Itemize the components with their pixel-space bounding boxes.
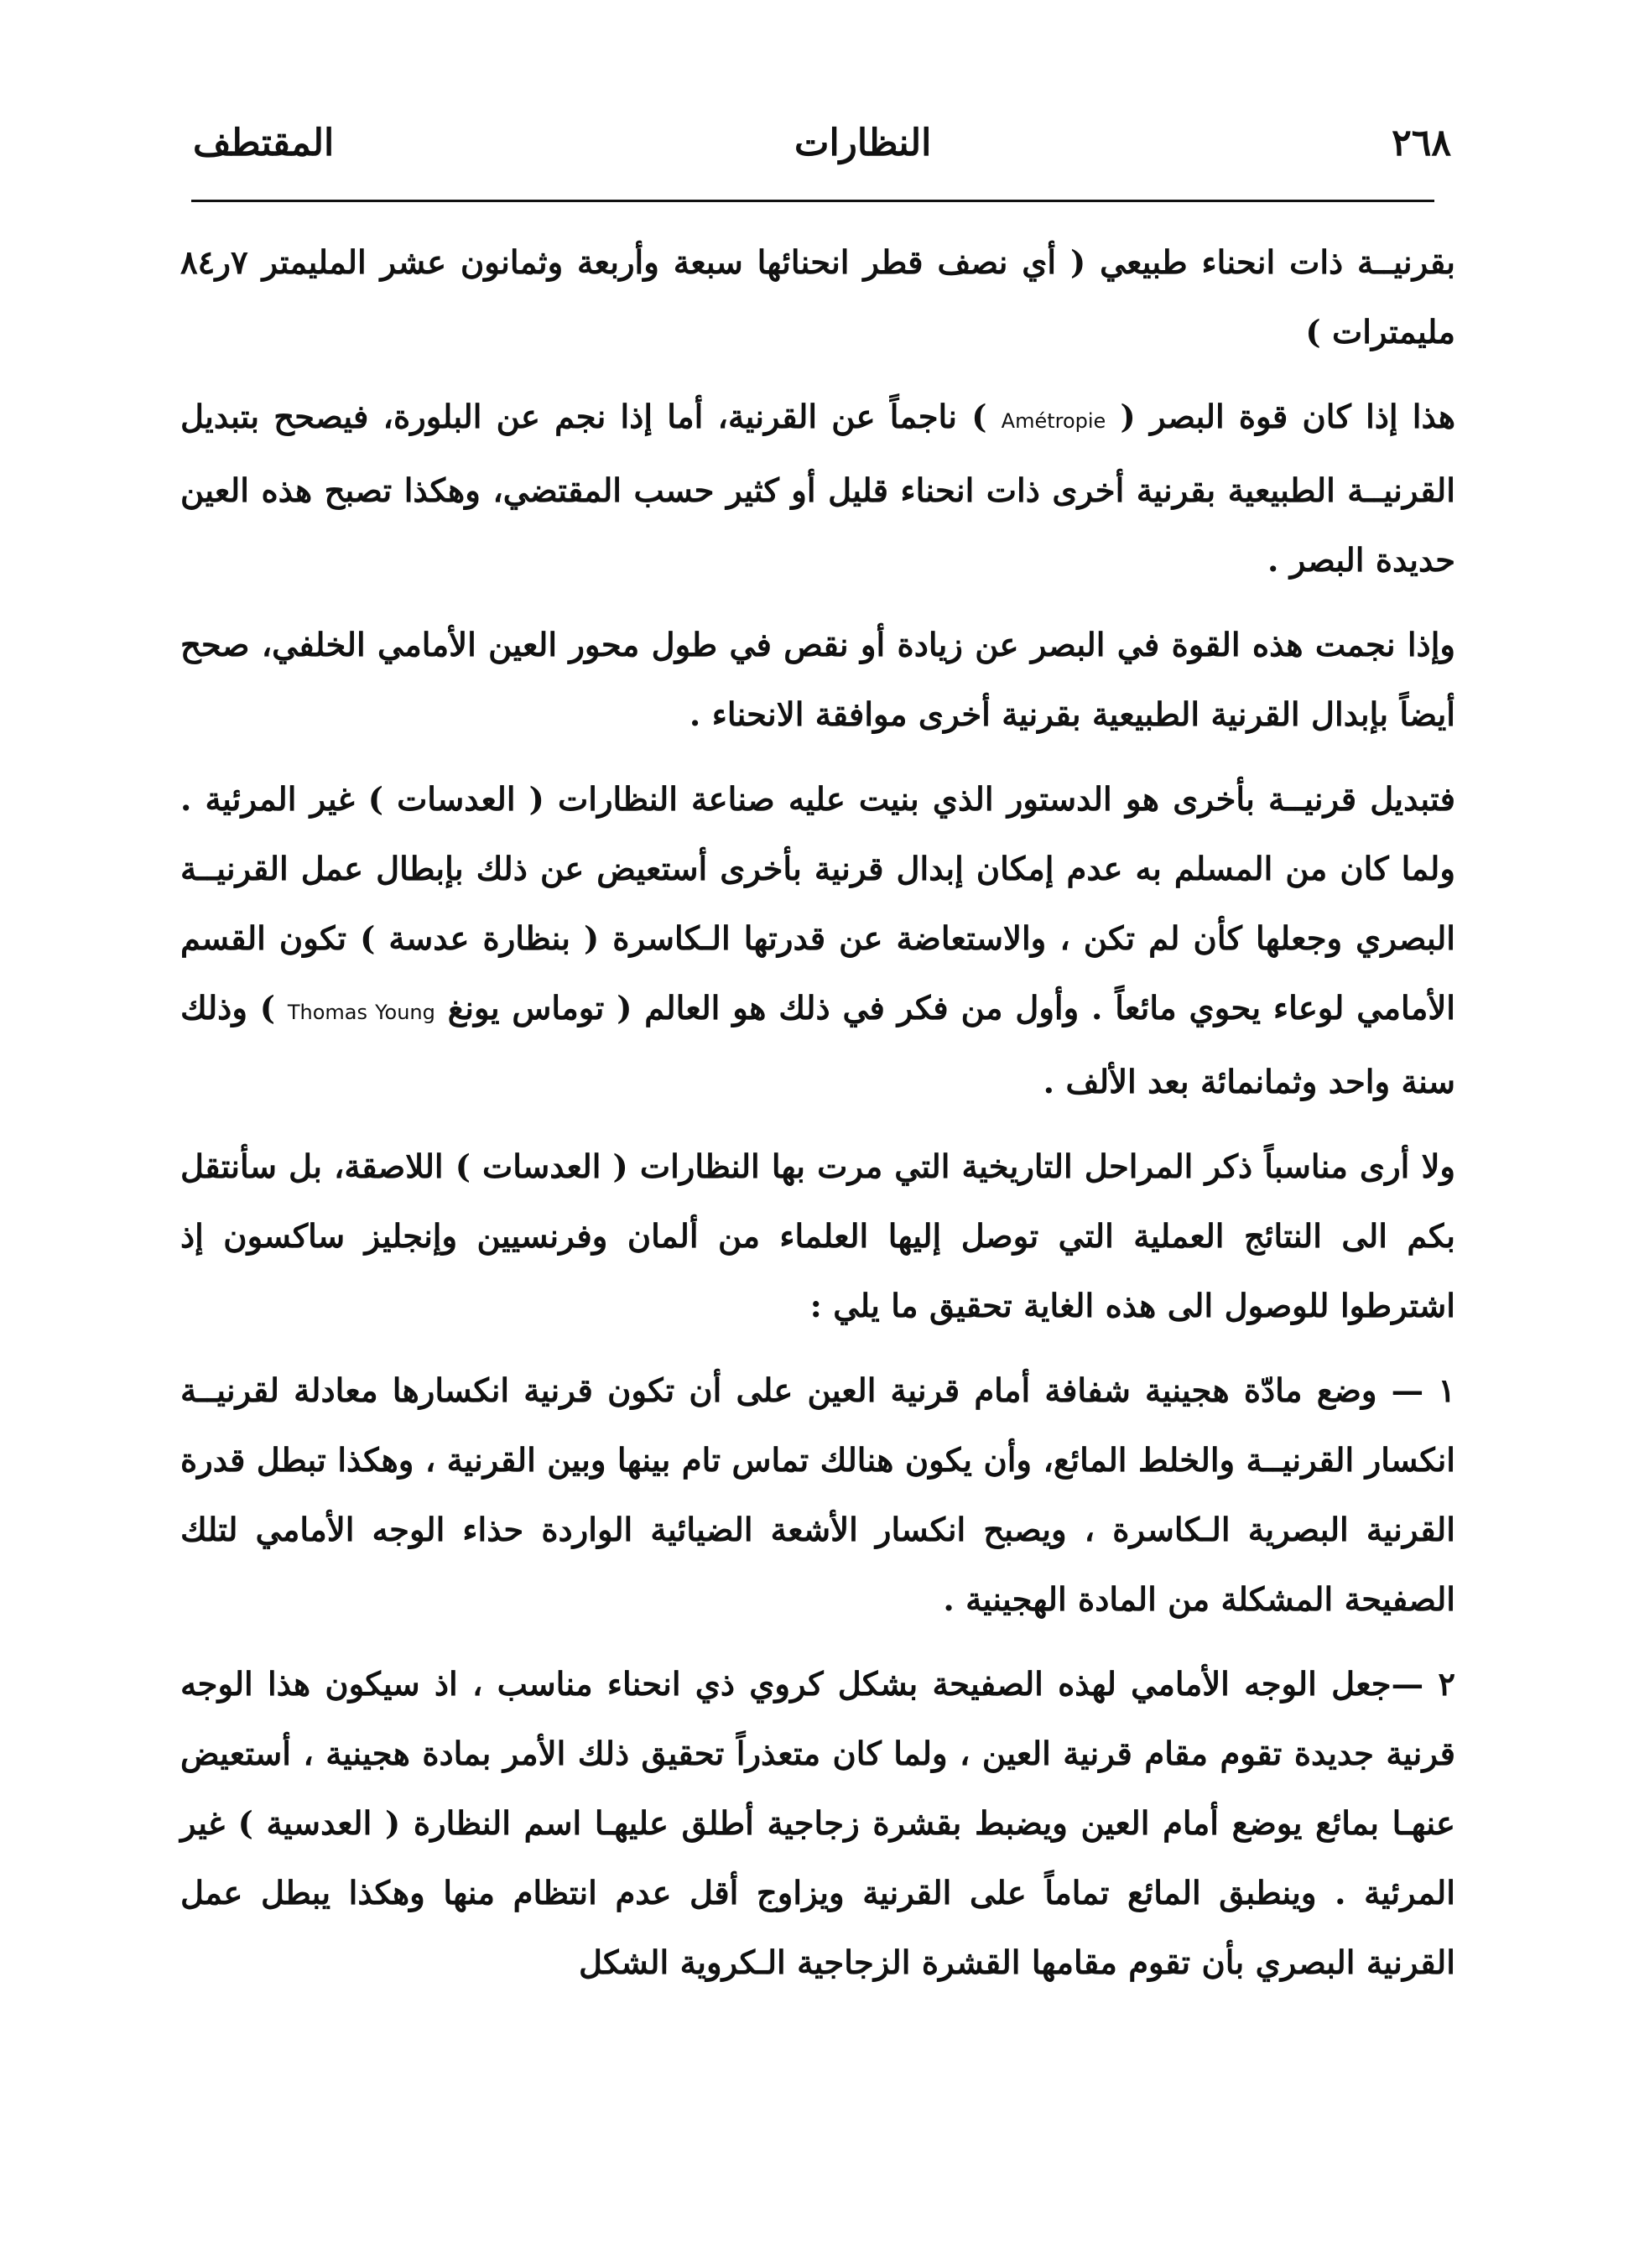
paragraph-7 bbox=[180, 1650, 1455, 1998]
paragraph-text: ١ — وضع مادّة هجينية شفافة أمام قرنية العين على أن تكون قرنية انكسارها معادلة لقرنيــة انكسار القرنيــة والخلط المائع، وأن يكون هنالك تماس تام بينها وبين القرنية ، وهكذا تبطل قدرة القرنية البصرية الـكاسرة ، ويصبح انكسار الأشعة الضيائية الواردة حذاء الوجه الأمامي لتلك الصفيحة المشكلة من المادة الهجينية . bbox=[180, 1372, 1455, 1619]
section-title: النظارات bbox=[794, 121, 932, 164]
paragraph-text: هذا إذا كان قوة البصر ( bbox=[1120, 398, 1456, 436]
page-header bbox=[193, 113, 1451, 172]
paragraph-text: ٢ —جعل الوجه الأمامي لهذه الصفيحة بشكل كروي ذي انحناء مناسب ، اذ سيكون هذا الوجه قرنية جديدة تقوم مقام قرنية العين ، ولما كان متعذراً تحقيق ذلك الأمر بمادة هجينية ، أستعيض عنهـا بمائع يوضع أمام العين ويضبط بقشرة زجاجية أطلق عليهـا اسم النظارة ( العدسية ) غير المرئية . وينطبق المائع تماماً على القرنية ويزاوج أقل عدم انتظام منها وهكذا يبطل عمل القرنية البصري بأن تقوم مقامها القشرة الزجاجية الـكروية الشكل bbox=[180, 1666, 1455, 1982]
paragraph-2 bbox=[180, 382, 1455, 596]
paragraph-text: ولا أرى مناسباً ذكر المراحل التاريخية التي مرت بها النظارات ( العدسات ) اللاصقة، بل سأنتقل بكم الى النتائج العملية التي توصل إليها العلماء من ألمان وفرنسيين وإنجليز ساكسون إذ اشترطوا للوصول الى هذه الغاية تحقيق ما يلي : bbox=[180, 1148, 1455, 1325]
paragraph-text: فتبديل قرنيــة بأخرى هو الدستور الذي بنيت عليه صناعة النظارات ( العدسات ) غير المرئية . ولما كان من المسلم به عدم إمكان إبدال قرنية بأخرى أستعيض عن ذلك بإبطال عمل القرنيــة البصري وجعلها كأن لم تكن ، والاستعاضة عن قدرتها الـكاسرة ( بنظارة عدسة ) تكون القسم الأمامي لوعاء يحوي مائعاً . وأول من فكر في ذلك هو العالم ( توماس يونغ bbox=[180, 781, 1455, 1027]
article-body bbox=[180, 228, 1455, 1998]
paragraph-text: وإذا نجمت هذه القوة في البصر عن زيادة أو نقص في طول محور العين الأمامي الخلفي، صحح أيضاً بإبدال القرنية الطبيعية بقرنية أخرى موافقة الانحناء . bbox=[180, 627, 1455, 734]
latin-term: Amétropie bbox=[1001, 409, 1106, 433]
paragraph-text: ) وذلك سنة واحد وثمانمائة بعد الألف . bbox=[180, 990, 1455, 1101]
paragraph-4 bbox=[180, 765, 1455, 1117]
header-rule bbox=[191, 200, 1434, 202]
paragraph-6 bbox=[180, 1356, 1455, 1635]
paragraph-1 bbox=[180, 228, 1455, 367]
paragraph-text: بقرنيــة ذات انحناء طبيعي ( أي نصف قطر انحنائها سبعة وأربعة وثمانون عشر المليمتر ٧ر٨٤ مليمترات ) bbox=[180, 244, 1455, 351]
page-number: ٢٦٨ bbox=[1392, 121, 1451, 164]
paragraph-text: ) ناجماً عن القرنية، أما إذا نجم عن البلورة، فيصحح بتبديل القرنيــة الطبيعية بقرنية أخرى ذات انحناء قليل أو كثير حسب المقتضي، وهكذا تصبح هذه العين حديدة البصر . bbox=[180, 398, 1455, 580]
latin-name: Thomas Young bbox=[287, 1001, 435, 1024]
paragraph-5 bbox=[180, 1132, 1455, 1341]
paragraph-3 bbox=[180, 611, 1455, 750]
journal-title: المقتطف bbox=[193, 121, 335, 164]
